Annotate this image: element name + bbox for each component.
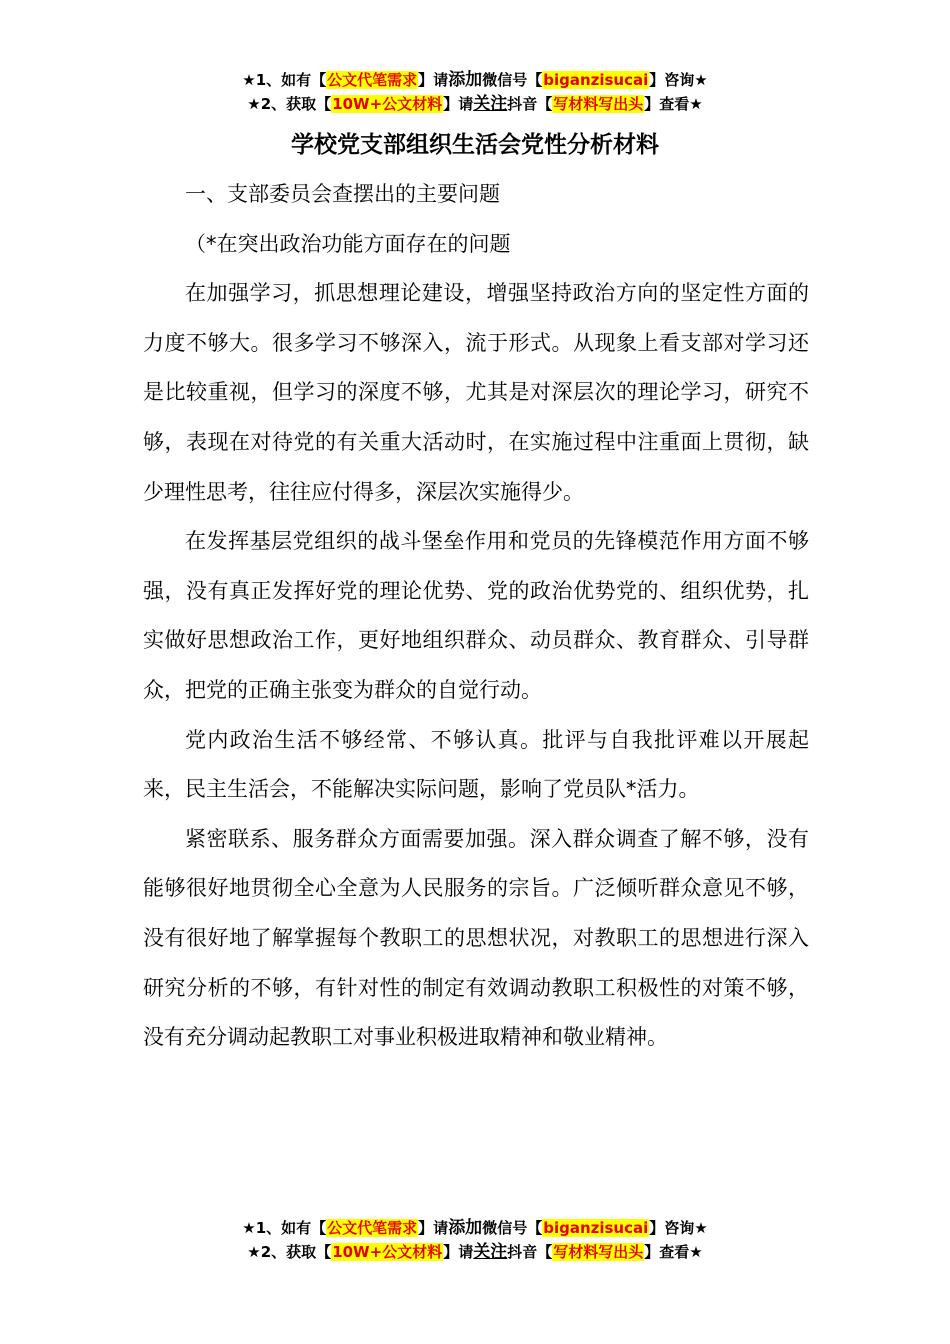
banner-text: 微信号【 — [482, 1219, 543, 1237]
banner-highlight: 10W+公文材料 — [332, 95, 443, 113]
banner-text: 】查看★ — [644, 95, 703, 113]
banner-highlight: 公文代笔需求 — [327, 71, 418, 89]
banner-text: 抖音【 — [507, 1243, 553, 1261]
banner-emphasis: 关注 — [473, 1242, 508, 1262]
body-paragraph: 在加强学习，抓思想理论建设，增强坚持政治方向的坚定性方面的力度不够大。很多学习不够深入，流于形式。从现象上看支部对学习还是比较重视，但学习的深度不够，尤其是对深层次的理论学习，研究不够，表现在对待党的有关重大活动时，在实施过程中注重面上贯彻，缺少理性思考，往往应付得多，深层次实施得少。 — [143, 281, 809, 504]
header-banner — [0, 68, 950, 116]
banner-text: 】查看★ — [644, 1243, 703, 1261]
body-paragraph: 在发挥基层党组织的战斗堡垒作用和党员的先锋模范作用方面不够强，没有真正发挥好党的理论优势、党的政治优势党的、组织优势，扎实做好思想政治工作，更好地组织群众、动员群众、教育群众、引导群众，把党的正确主张变为群众的自觉行动。 — [143, 529, 809, 702]
section-heading: 一、支部委员会查摆出的主要问题 — [185, 182, 500, 206]
body-paragraph: 党内政治生活不够经常、不够认真。批评与自我批评难以开展起来，民主生活会，不能解决实际问题，影响了党员队*活力。 — [143, 727, 809, 802]
banner-line-1 — [0, 68, 950, 92]
banner-line-2 — [0, 92, 950, 116]
banner-text: ★2、获取【 — [247, 1243, 332, 1261]
banner-highlight: 10W+公文材料 — [332, 1243, 443, 1261]
banner-text: 】请 — [418, 1219, 449, 1237]
banner-line-1 — [0, 1216, 950, 1240]
banner-text: 微信号【 — [482, 71, 543, 89]
banner-text: ★1、如有【 — [242, 1219, 327, 1237]
banner-text: 抖音【 — [507, 95, 553, 113]
banner-emphasis: 添加 — [448, 1218, 483, 1238]
banner-highlight: 公文代笔需求 — [327, 1219, 418, 1237]
banner-text: 】咨询★ — [649, 71, 708, 89]
banner-highlight: biganzisucai — [543, 71, 649, 89]
banner-highlight: 写材料写出头 — [553, 1243, 644, 1261]
banner-emphasis: 添加 — [448, 70, 483, 90]
banner-emphasis: 关注 — [473, 94, 508, 114]
banner-line-2 — [0, 1240, 950, 1264]
subsection-heading: （*在突出政治功能方面存在的问题 — [185, 231, 511, 256]
banner-highlight: biganzisucai — [543, 1219, 649, 1237]
banner-text: 】请 — [443, 95, 474, 113]
banner-highlight: 写材料写出头 — [553, 95, 644, 113]
banner-text: 】咨询★ — [649, 1219, 708, 1237]
banner-text: 】请 — [443, 1243, 474, 1261]
body-paragraph: 紧密联系、服务群众方面需要加强。深入群众调查了解不够，没有能够很好地贯彻全心全意为人民服务的宗旨。广泛倾听群众意见不够，没有很好地了解掌握每个教职工的思想状况，对教职工的思想进行深入研究分析的不够，有针对性的制定有效调动教职工积极性的对策不够，没有充分调动起教职工对事业积极进取精神和敬业精神。 — [143, 826, 809, 1050]
banner-text: 】请 — [418, 71, 449, 89]
banner-text: ★2、获取【 — [247, 95, 332, 113]
document-body — [143, 170, 809, 1063]
document-title: 学校党支部组织生活会党性分析材料 — [291, 132, 659, 158]
footer-banner — [0, 1216, 950, 1264]
banner-text: ★1、如有【 — [242, 71, 327, 89]
